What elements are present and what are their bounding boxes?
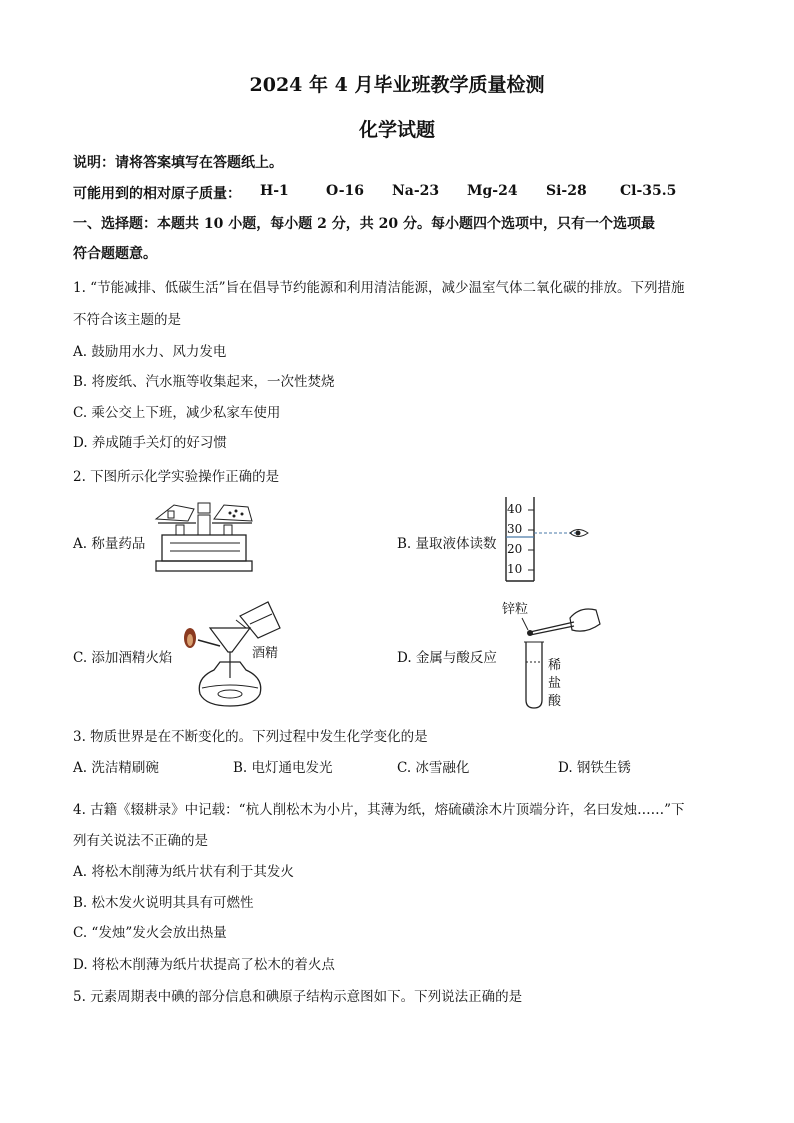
exam-title: 2024 年 4 月毕业班教学质量检测 — [249, 74, 545, 96]
acid-label-1: 稀 — [548, 658, 562, 673]
atomic-mass-si: Si-28 — [546, 183, 587, 199]
q2-option-b: B. 量取液体读数 — [397, 536, 497, 552]
q4-stem-line1: 4. 古籍《辍耕录》中记载：“杭人削松木为小片，其薄为纸，熔硫磺涂木片顶端分许，名曰发烛……”下 — [73, 802, 685, 818]
atomic-mass-na: Na-23 — [392, 183, 440, 199]
q4-option-c: C. “发烛”发火会放出热量 — [73, 925, 227, 941]
q4-option-d: D. 将松木削薄为纸片状提高了松木的着火点 — [73, 957, 335, 973]
q4-option-b: B. 松木发火说明其具有可燃性 — [73, 895, 254, 911]
q3-option-d: D. 钢铁生锈 — [558, 760, 631, 776]
atomic-mass-cl: Cl-35.5 — [620, 183, 677, 199]
section-heading-line1: 一、选择题：本题共 10 小题，每小题 2 分，共 20 分。每小题四个选项中，只有一个选项最 — [73, 216, 655, 232]
atomic-mass-h: H-1 — [260, 183, 289, 199]
q1-option-b: B. 将废纸、汽水瓶等收集起来，一次性焚烧 — [73, 374, 335, 390]
cylinder-tick-20: 20 — [507, 542, 523, 556]
q3-option-b: B. 电灯通电发光 — [233, 760, 333, 776]
q2-option-c: C. 添加酒精火焰 — [73, 650, 173, 666]
q2-option-a: A. 称量药品 — [73, 536, 146, 552]
q5-stem: 5. 元素周期表中碘的部分信息和碘原子结构示意图如下。下列说法正确的是 — [73, 989, 523, 1005]
atomic-mass-label: 可能用到的相对原子质量： — [73, 186, 241, 202]
q2-option-d: D. 金属与酸反应 — [397, 650, 497, 666]
instruction-note: 说明：请将答案填写在答题纸上。 — [73, 155, 283, 171]
q4-stem-line2: 列有关说法不正确的是 — [73, 833, 208, 849]
zinc-label: 锌粒 — [502, 602, 529, 617]
q1-stem-line2: 不符合该主题的是 — [73, 312, 181, 328]
q1-stem-line1: 1. “节能减排、低碳生活”旨在倡导节约能源和利用清洁能源，减少温室气体二氧化碳的排放。下列措施 — [73, 280, 685, 296]
q2-stem: 2. 下图所示化学实验操作正确的是 — [73, 469, 280, 485]
section-heading-line2: 符合题题意。 — [73, 246, 157, 262]
atomic-mass-mg: Mg-24 — [467, 183, 518, 199]
q1-option-c: C. 乘公交上下班，减少私家车使用 — [73, 405, 281, 421]
acid-label-3: 酸 — [548, 694, 562, 709]
cylinder-tick-40: 40 — [507, 502, 523, 516]
q1-option-a: A. 鼓励用水力、风力发电 — [73, 344, 227, 360]
exam-subtitle: 化学试题 — [358, 119, 435, 141]
q3-option-c: C. 冰雪融化 — [397, 760, 470, 776]
q3-stem: 3. 物质世界是在不断变化的。下列过程中发生化学变化的是 — [73, 729, 428, 745]
atomic-mass-line — [73, 183, 241, 203]
q1-option-d: D. 养成随手关灯的好习惯 — [73, 435, 227, 451]
balance-scale-figure — [148, 495, 258, 577]
alcohol-label: 酒精 — [252, 646, 279, 661]
cylinder-tick-10: 10 — [507, 562, 523, 576]
q4-option-a: A. 将松木削薄为纸片状有利于其发火 — [73, 864, 294, 880]
acid-label-2: 盐 — [548, 676, 562, 691]
cylinder-tick-30: 30 — [507, 522, 523, 536]
atomic-mass-o: O-16 — [326, 183, 365, 199]
q3-option-a: A. 洗洁精刷碗 — [73, 760, 159, 776]
